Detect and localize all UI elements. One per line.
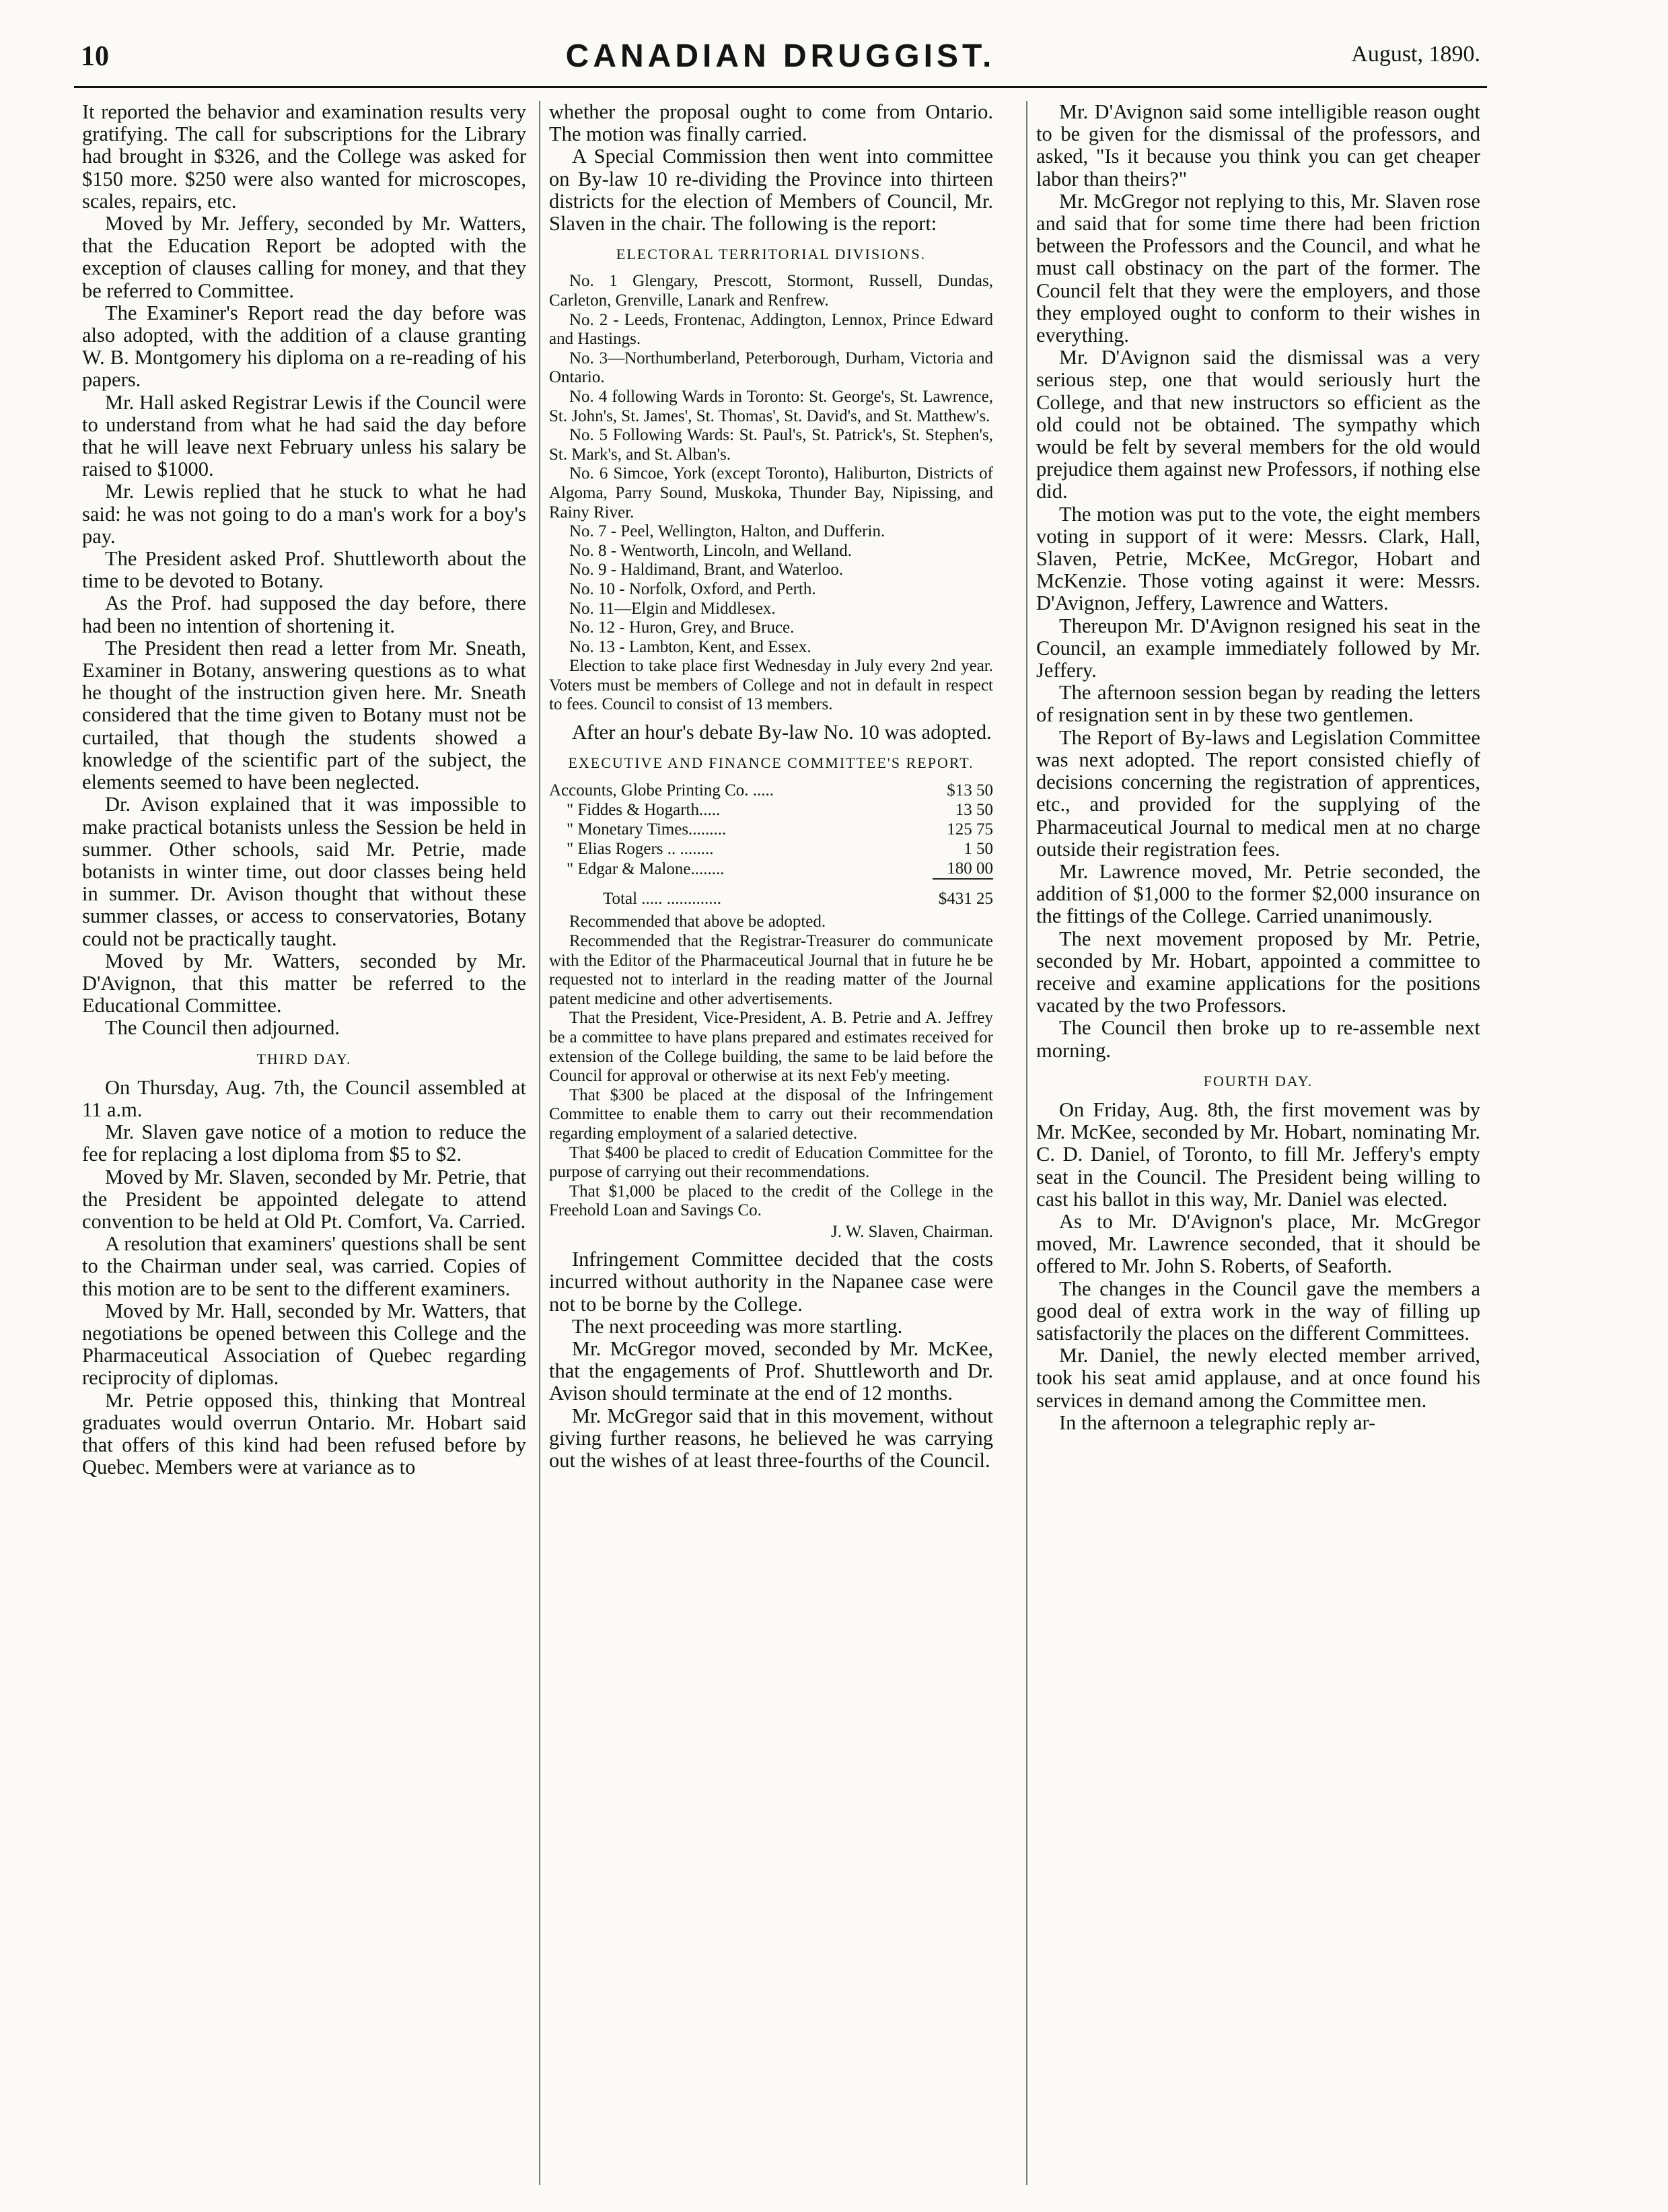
- accounts-table: [549, 781, 993, 908]
- chairman-signature: J. W. Slaven, Chairman.: [831, 1222, 993, 1241]
- total-row: [549, 879, 993, 908]
- recommendation: Recommended that the Registrar-Treasurer do communicate with the Editor of the Pharmaceutical Journal that in future he be requested not to interlard in the reading matter of the Journal patent medicine and other advertisements.: [549, 932, 993, 1008]
- paragraph: The Examiner's Report read the day before was also adopted, with the addition of a clause granting W. B. Montgomery his diploma on a re-reading of his papers.: [82, 301, 526, 392]
- paragraph: As to Mr. D'Avignon's place, Mr. McGregor moved, Mr. Lawrence seconded, that it should be offered to Mr. John S. Roberts, of Seaforth.: [1036, 1209, 1480, 1278]
- account-label: " Edgar & Malone........: [567, 859, 725, 878]
- paragraph: It reported the behavior and examination results very gratifying. The call for subscriptions for the Library had brought in $326, and the College was asked for $150 more. $250 were also wanted for microscopes, scales, repairs, etc.: [82, 101, 526, 213]
- account-amount: 180 00: [947, 859, 993, 878]
- paragraph: After an hour's debate By-law No. 10 was adopted.: [572, 721, 992, 744]
- page-header: [81, 40, 1480, 87]
- committee-recommendations: [549, 913, 993, 1221]
- paragraph: Moved by Mr. Jeffery, seconded by Mr. Watters, that the Education Report be adopted with the exception of clauses calling for money, and that they be referred to Committee.: [82, 212, 526, 302]
- paragraph: A Special Commission then went into committee on By-law 10 re-dividing the Province into thirteen districts for the election of Members of Council, Mr. Slaven in the chair. The following is the report:: [549, 145, 993, 236]
- paragraph: On Friday, Aug. 8th, the first movement was by Mr. McKee, seconded by Mr. Hobart, nominating Mr. C. D. Daniel, of Toronto, to fill Mr. Jeffery's empty seat in the Council. The President being willing to cast his ballot in this way, Mr. Daniel was elected.: [1036, 1098, 1480, 1211]
- division-item: No. 4 following Wards in Toronto: St. George's, St. Lawrence, St. John's, St. James', St. Thomas', St. David's, and St. Matthew's.: [549, 387, 993, 425]
- paragraph: Infringement Committee decided that the costs incurred without authority in the Napanee case were not to be borne by the College.: [549, 1248, 993, 1316]
- paragraph: The next movement proposed by Mr. Petrie, seconded by Mr. Hobart, appointed a committee to receive and examine applications for the positions vacated by the two Professors.: [1036, 927, 1480, 1018]
- journal-title: CANADIAN DRUGGIST.: [565, 38, 996, 74]
- column-2: [549, 101, 993, 2192]
- recommendation: That the President, Vice-President, A. B. Petrie and A. Jeffrey be a committee to have plans prepared and estimates received for extension of the College building, the same to be laid before the Council for approval or otherwise at its next Feb'y meeting.: [549, 1009, 993, 1085]
- paragraph: Mr. Hall asked Registrar Lewis if the Council were to understand from what he had said the day before that he will leave next February unless his salary be raised to $1000.: [82, 390, 526, 481]
- account-label: Accounts, Globe Printing Co. .....: [549, 781, 774, 800]
- column-1: [82, 101, 526, 2192]
- paragraph: The Report of By-laws and Legislation Committee was next adopted. The report consisted chiefly of decisions concerning the registration of apprentices, etc., and provided for the supplying of the Pharmaceutical Journal to medical men at no charge outside their registration fees.: [1036, 725, 1480, 861]
- paragraph: The changes in the Council gave the members a good deal of extra work in the way of filling up satisfactorily the places on the different Committees.: [1036, 1277, 1480, 1345]
- paragraph: Dr. Avison explained that it was impossible to make practical botanists unless the Session be held in summer. Other schools, said Mr. Petrie, made botanists in winter time, out door classes being held in summer. Dr. Avison thought that without these summer classes, or access to conservatories, Botany could not be practically taught.: [82, 793, 526, 950]
- paragraph: Mr. McGregor not replying to this, Mr. Slaven rose and said that for some time there had been friction between the Professors and the Council, and what he must call obstinacy on the part of the former. The Council felt that they were the employers, and those they employed ought to conform to their wishes in everything.: [1036, 189, 1480, 347]
- account-amount: 13 50: [955, 801, 993, 820]
- issue-date: August, 1890.: [1351, 42, 1480, 67]
- recommendation: That $300 be placed at the disposal of the Infringement Committee to enable them to carry out their recommendation regarding employment of a salaried detective.: [549, 1085, 993, 1143]
- account-row: [549, 839, 993, 859]
- paragraph: Mr. McGregor moved, seconded by Mr. McKee, that the engagements of Prof. Shuttleworth and Dr. Avison should terminate at the end of 12 months.: [549, 1337, 993, 1405]
- paragraph: Mr. Slaven gave notice of a motion to reduce the fee for replacing a lost diploma from $5 to $2.: [82, 1120, 526, 1166]
- division-item: No. 5 Following Wards: St. Paul's, St. Patrick's, St. Stephen's, St. Mark's, and St. Alban's.: [549, 426, 993, 464]
- recommendation: Recommended that above be adopted.: [569, 913, 826, 931]
- account-amount: $13 50: [947, 781, 993, 800]
- column-divider: [1026, 101, 1027, 2185]
- paragraph: The President then read a letter from Mr. Sneath, Examiner in Botany, answering questions as to what he thought of the instruction given here. Mr. Sneath considered that the time given to Botany must not be curtailed, that though the students showed a knowledge of the scientific part of the subject, the elements seemed to have been neglected.: [82, 636, 526, 794]
- paragraph: Mr. Lawrence moved, Mr. Petrie seconded, the addition of $1,000 to the former $2,000 insurance on the fittings of the College. Carried unanimously.: [1036, 859, 1480, 928]
- division-item: No. 3—Northumberland, Peterborough, Durham, Victoria and Ontario.: [549, 349, 993, 387]
- paragraph: Mr. Petrie opposed this, thinking that Montreal graduates would overrun Ontario. Mr. Hobart said that offers of this kind had been refused before by Quebec. Members were at variance as to: [82, 1388, 526, 1479]
- division-item: No. 12 - Huron, Grey, and Bruce.: [569, 618, 795, 637]
- division-item: No. 9 - Haldimand, Brant, and Waterloo.: [569, 561, 844, 579]
- account-amount: 1 50: [964, 840, 993, 859]
- recommendation: That $1,000 be placed to the credit of the College in the Freehold Loan and Savings Co.: [549, 1182, 993, 1220]
- division-item: No. 13 - Lambton, Kent, and Essex.: [569, 637, 811, 656]
- paragraph: As the Prof. had supposed the day before, there had been no intention of shortening it.: [82, 592, 526, 637]
- paragraph: The next proceeding was more startling.: [572, 1314, 903, 1338]
- paragraph: Mr. Daniel, the newly elected member arrived, took his seat amid applause, and at once found his services in demand among the Committee men.: [1036, 1344, 1480, 1412]
- paragraph: Moved by Mr. Watters, seconded by Mr. D'Avignon, that this matter be referred to the Educational Committee.: [82, 949, 526, 1018]
- account-row: [549, 820, 993, 839]
- header-rule: [74, 86, 1487, 88]
- paragraph: Moved by Mr. Hall, seconded by Mr. Watters, that negotiations be opened between this College and the Pharmaceutical Association of Quebec regarding reciprocity of diplomas.: [82, 1299, 526, 1390]
- paragraph: On Thursday, Aug. 7th, the Council assembled at 11 a.m.: [82, 1075, 526, 1121]
- division-item: No. 2 - Leeds, Frontenac, Addington, Lennox, Prince Edward and Hastings.: [549, 310, 993, 349]
- division-item: No. 10 - Norfolk, Oxford, and Perth.: [569, 579, 816, 598]
- electoral-divisions-list: [549, 272, 993, 715]
- section-heading-electoral: ELECTORAL TERRITORIAL DIVISIONS.: [616, 246, 927, 263]
- paragraph: Thereupon Mr. D'Avignon resigned his seat in the Council, an example immediately followed by Mr. Jeffery.: [1036, 614, 1480, 682]
- account-label: " Monetary Times.........: [567, 820, 727, 839]
- account-row: [549, 859, 993, 879]
- column-3: [1036, 101, 1480, 2192]
- total-amount: $431 25: [933, 879, 993, 908]
- division-item: No. 6 Simcoe, York (except Toronto), Haliburton, Districts of Algoma, Parry Sound, Muskoka, Thunder Bay, Nipissing, and Rainy River.: [549, 464, 993, 522]
- recommendation: That $400 be placed to credit of Education Committee for the purpose of carrying out their recommendations.: [549, 1143, 993, 1182]
- division-item: No. 7 - Peel, Wellington, Halton, and Dufferin.: [569, 522, 885, 541]
- account-row: [549, 781, 993, 800]
- account-label: " Elias Rogers .. ........: [567, 840, 714, 859]
- paragraph: A resolution that examiners' questions shall be sent to the Chairman under seal, was carried. Copies of this motion are to be sent to the different examiners.: [82, 1232, 526, 1300]
- division-item: No. 1 Glengary, Prescott, Stormont, Russell, Dundas, Carleton, Grenville, Lanark and Renfrew.: [549, 272, 993, 310]
- paragraph: Moved by Mr. Slaven, seconded by Mr. Petrie, that the President be appointed delegate to attend convention to be held at Old Pt. Comfort, Va. Carried.: [82, 1165, 526, 1233]
- paragraph: The President asked Prof. Shuttleworth about the time to be devoted to Botany.: [82, 547, 526, 593]
- column-divider: [539, 101, 540, 2185]
- paragraph: The motion was put to the vote, the eight members voting in support of it were: Messrs. Clark, Hall, Slaven, Petrie, McKee, McGregor, Hobart and McKenzie. Those voting against it were: Messrs. D'Avignon, Jeffery, Lawrence and Watters.: [1036, 502, 1480, 615]
- division-item: No. 11—Elgin and Middlesex.: [569, 599, 776, 618]
- account-label: " Fiddes & Hogarth.....: [567, 801, 721, 820]
- paragraph: Mr. McGregor said that in this movement, without giving further reasons, he believed he was carrying out the wishes of at least three-fourths of the Council.: [549, 1404, 993, 1472]
- section-heading-fourth-day: FOURTH DAY.: [1203, 1072, 1313, 1090]
- division-item: No. 8 - Wentworth, Lincoln, and Welland.: [569, 541, 852, 560]
- paragraph: Mr. Lewis replied that he stuck to what he had said: he was not going to do a man's work for a boy's pay.: [82, 480, 526, 548]
- paragraph: The afternoon session began by reading the letters of resignation sent in by these two gentlemen.: [1036, 681, 1480, 727]
- paragraph: The Council then broke up to re-assemble next morning.: [1036, 1016, 1480, 1062]
- account-row: [549, 800, 993, 820]
- paragraph: whether the proposal ought to come from Ontario. The motion was finally carried.: [549, 101, 993, 146]
- account-amount: 125 75: [947, 820, 993, 839]
- section-heading-third-day: THIRD DAY.: [256, 1050, 352, 1067]
- paragraph: Mr. D'Avignon said the dismissal was a very serious step, one that would seriously hurt the College, and that new instructors so efficient as the old could not be obtained. The sympathy which would be felt by several members for the old would prejudice them against new Professors, if nothing else did.: [1036, 346, 1480, 503]
- total-label: Total ..... .............: [603, 889, 722, 908]
- paragraph: Mr. D'Avignon said some intelligible reason ought to be given for the dismissal of the professors, and asked, "Is it because you think you can get cheaper labor than theirs?": [1036, 101, 1480, 190]
- paragraph: In the afternoon a telegraphic reply ar-: [1059, 1411, 1376, 1434]
- page-number: 10: [81, 41, 109, 72]
- paragraph: The Council then adjourned.: [105, 1016, 340, 1040]
- section-heading-executive: EXECUTIVE AND FINANCE COMMITTEE'S REPORT.: [568, 754, 974, 772]
- election-note: Election to take place first Wednesday in July every 2nd year. Voters must be members of College and not in default in respect to fees. Council to consist of 13 members.: [549, 657, 993, 714]
